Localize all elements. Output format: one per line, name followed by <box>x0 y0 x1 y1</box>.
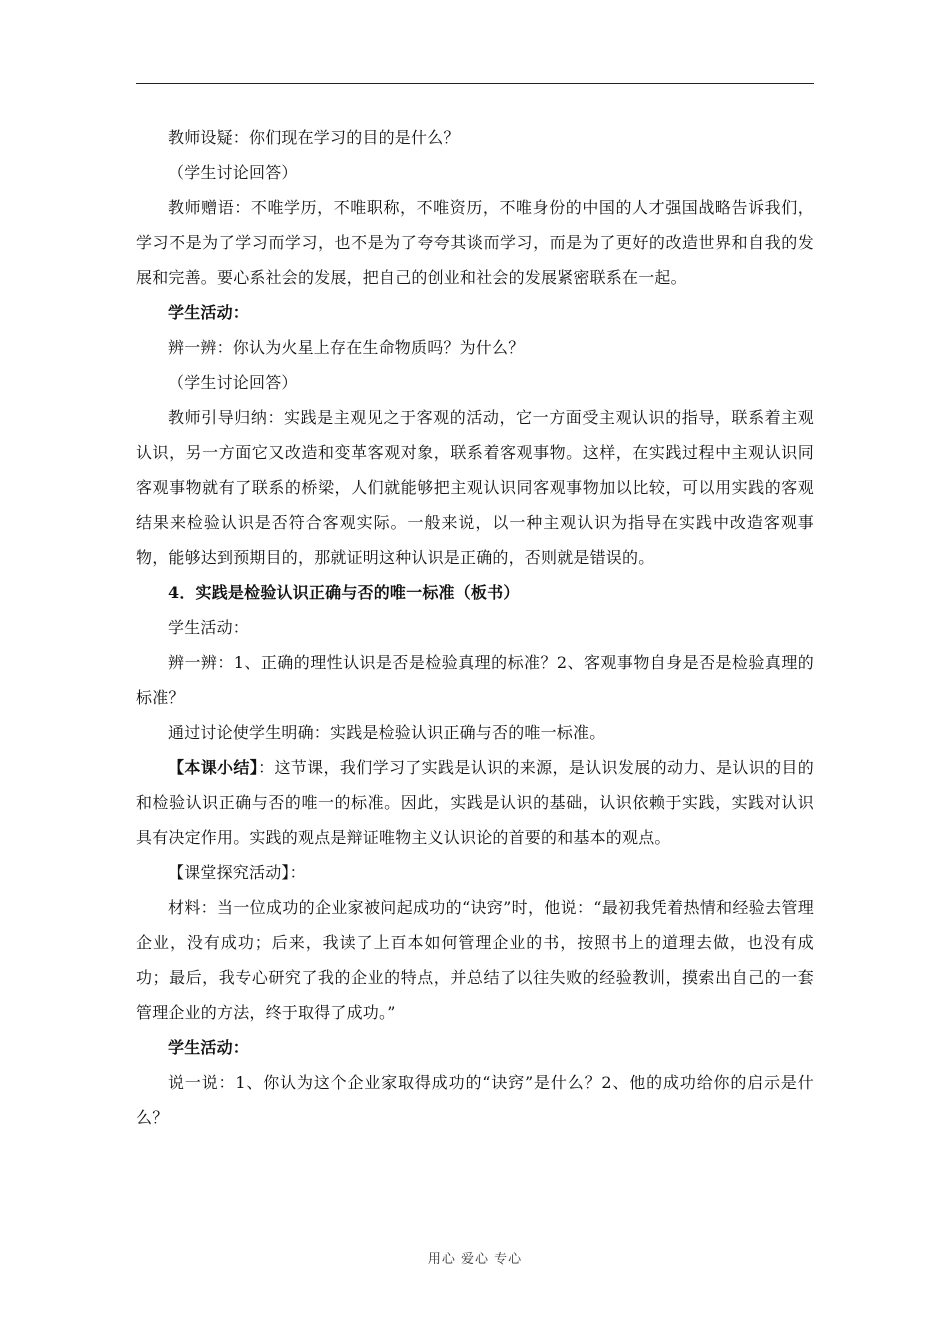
teacher-remark: 教师赠语：不唯学历，不唯职称，不唯资历，不唯身份的中国的人才强国战略告诉我们，学习不是为了学习而学习，也不是为了夸夸其谈而学习，而是为了更好的改造世界和自我的发展和完善。要心系社会的发展，把自己的创业和社会的发展紧密联系在一起。 <box>136 198 814 287</box>
lesson-summary-label: 【本课小结】 <box>168 758 259 777</box>
teacher-summary: 教师引导归纳：实践是主观见之于客观的活动，它一方面受主观认识的指导，联系着主观认识，另一方面它又改造和变革客观对象，联系着客观事物。这样，在实践过程中主观认识同客观事物就有了联系的桥梁，人们就能够把主观认识同客观事物加以比较，可以用实践的客观结果来检验认识是否符合客观实际。一般来说，以一种主观认识为指导在实践中改造客观事物，能够达到预期目的，那就证明这种认识是正确的，否则就是错误的。 <box>136 408 814 567</box>
student-discussion-note: （学生讨论回答） <box>168 163 298 182</box>
section-heading-4: 4．实践是检验认识正确与否的唯一标准（板书） <box>168 583 520 602</box>
header-rule <box>136 83 814 84</box>
material-passage: 材料：当一位成功的企业家被问起成功的“诀窍”时，他说：“最初我凭着热情和经验去管理企业，没有成功；后来，我读了上百本如何管理企业的书，按照书上的道理去做，也没有成功；最后，我专心研究了我的企业的特点，并总结了以往失败的经验教训，摸索出自己的一套管理企业的方法，终于取得了成功。” <box>136 898 814 1022</box>
discussion-question-success: 说一说：1、你认为这个企业家取得成功的“诀窍”是什么？2、他的成功给你的启示是什么？ <box>136 1073 814 1127</box>
student-activity-label: 学生活动： <box>168 618 250 637</box>
teacher-question: 教师设疑：你们现在学习的目的是什么？ <box>168 128 460 147</box>
page-footer: 用心 爱心 专心 <box>427 1252 523 1267</box>
lesson-summary <box>136 750 814 855</box>
student-activity-heading: 学生活动： <box>168 1038 250 1057</box>
discussion-conclusion: 通过讨论使学生明确：实践是检验认识正确与否的唯一标准。 <box>168 723 606 742</box>
lesson-summary-text: ：这节课，我们学习了实践是认识的来源，是认识发展的动力、是认识的目的和检验认识正确与否的唯一的标准。因此，实践是认识的基础，认识依赖于实践，实践对认识具有决定作用。实践的观点是辩证唯物主义认识论的首要的和基本的观点。 <box>136 758 814 847</box>
debate-question-truth: 辨一辨：1、正确的理性认识是否是检验真理的标准？2、客观事物自身是否是检验真理的标准？ <box>136 653 814 707</box>
student-discussion-note: （学生讨论回答） <box>168 373 298 392</box>
student-activity-heading: 学生活动： <box>168 303 250 322</box>
document-body <box>136 120 814 1135</box>
debate-question-mars: 辨一辨：你认为火星上存在生命物质吗？为什么？ <box>168 338 525 357</box>
inquiry-activity-heading: 【课堂探究活动】： <box>168 863 306 882</box>
